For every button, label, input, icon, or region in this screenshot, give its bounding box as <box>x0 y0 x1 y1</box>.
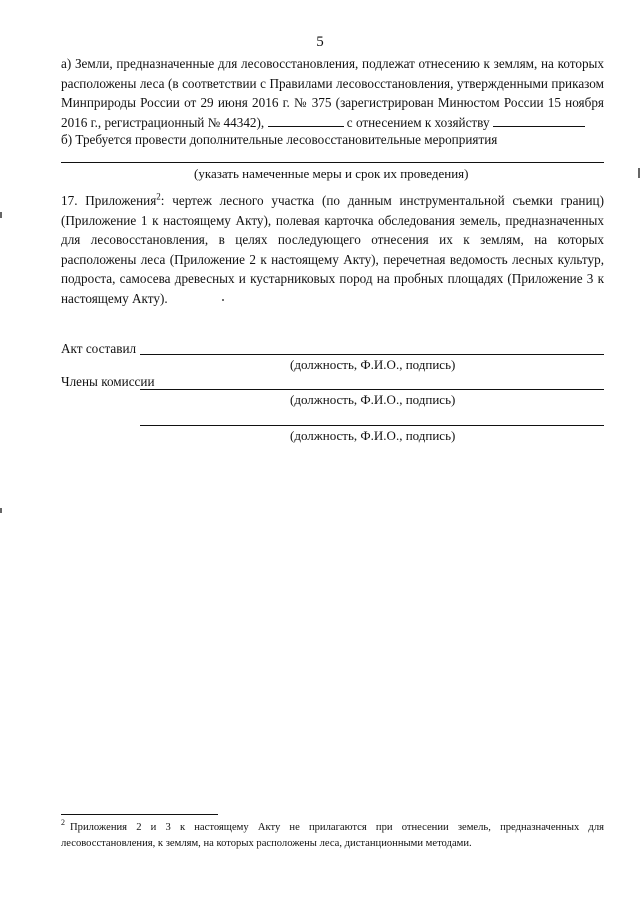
scan-edge-mark <box>0 508 2 513</box>
signature-caption-3: (должность, Ф.И.О., подпись) <box>290 428 456 443</box>
blank-field-1[interactable] <box>268 114 344 127</box>
paragraph-17 <box>61 191 604 309</box>
signature-caption-2: (должность, Ф.И.О., подпись) <box>290 392 456 407</box>
paragraph-a-text: а) Земли, предназначенные для лесовосстановления, подлежат отнесению к землям, на которых расположены леса (в соответствии с Правилами лесовосстановления, утвержденными приказом Минприроды России от 29 июня 2016 г. № 375 (зарегистрирован Минюстом России 15 ноября 2016 г., регистрационный № 44342), <box>61 56 604 130</box>
blank-field-household[interactable] <box>493 114 585 127</box>
footnote-text: Приложения 2 и 3 к настоящему Акту не прилагаются при отнесении земель, предназначенных для лесовосстановления, к землям, на которых расположены леса, дистанционными методами. <box>61 822 604 849</box>
footnote-separator <box>61 814 218 815</box>
measures-line[interactable] <box>61 162 604 163</box>
page-number: 5 <box>316 34 324 50</box>
footnote-reference: 2 <box>156 191 161 202</box>
paragraph-17-lead: 17. Приложения <box>61 193 157 208</box>
scan-edge-mark <box>0 212 2 218</box>
paragraph-a-text-middle: с отнесением к хозяйству <box>343 114 493 130</box>
act-author-label: Акт составил <box>61 341 137 356</box>
commission-members-label: Члены комиссии <box>61 374 155 389</box>
commission-member-1-signature-line[interactable] <box>140 389 604 390</box>
paragraph-a <box>61 54 604 132</box>
scan-speck <box>222 299 224 301</box>
paragraph-b: б) Требуется провести дополнительные лесовосстановительные мероприятия <box>61 132 498 147</box>
act-author-signature-line[interactable] <box>140 354 604 355</box>
commission-member-2-signature-line[interactable] <box>140 425 604 426</box>
signature-caption-1: (должность, Ф.И.О., подпись) <box>290 357 456 372</box>
measures-caption: (указать намеченные меры и срок их проведения) <box>194 166 469 181</box>
footnote: 2 Приложения 2 и 3 к настоящему Акту не прилагаются при отнесении земель, предназначенных для лесовосстановления, к землям, на которых расположены леса, дистанционными методами. <box>61 818 604 849</box>
paragraph-17-text: : чертеж лесного участка (по данным инструментальной съемки границ) (Приложение 1 к настоящему Акту), полевая карточка обследования земель, предназначенных для лесовосстановления, в целях последующего отнесения их к землям, на которых расположены леса (Приложение 2 к настоящему Акту), перечетная ведомость лесных культур, подроста, самосева древесных и кустарниковых пород на пробных площадях (Приложение 3 к настоящему Акту). <box>61 193 604 306</box>
